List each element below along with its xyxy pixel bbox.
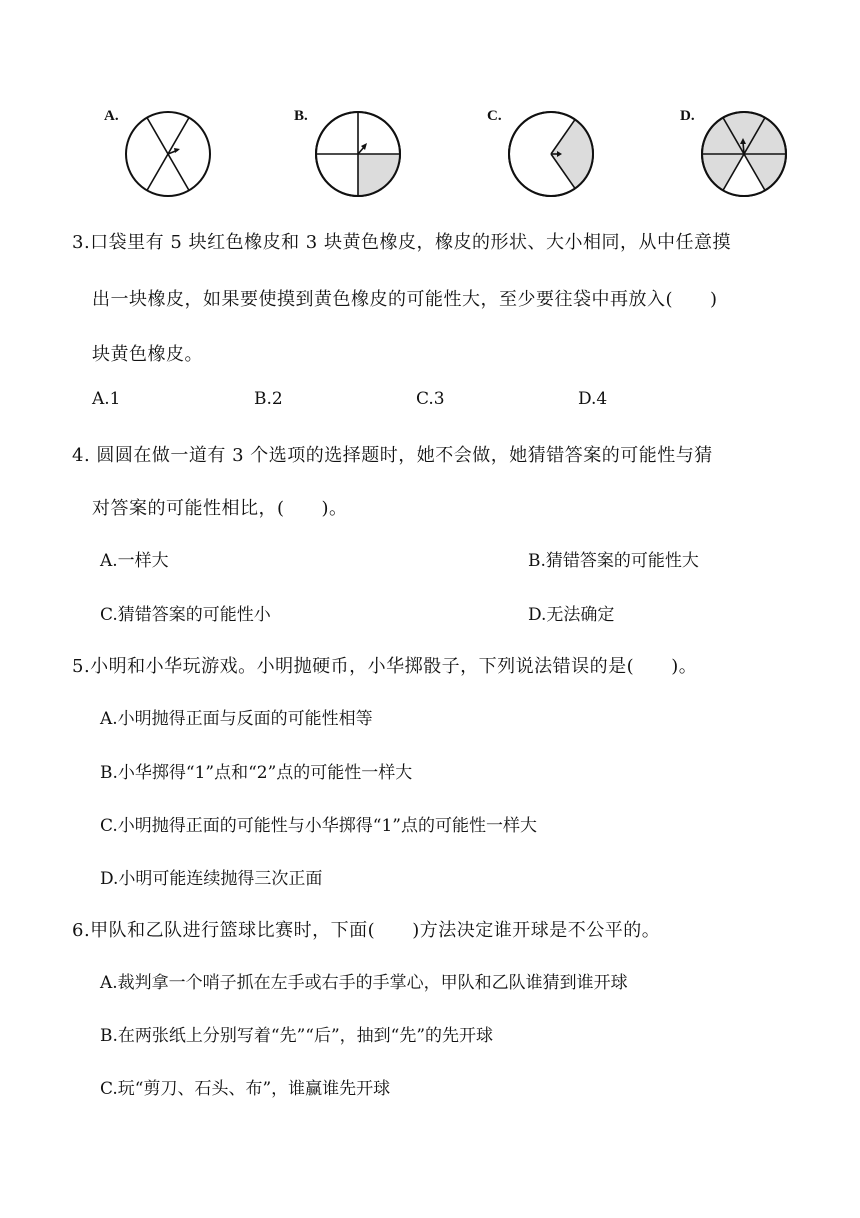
- spinner-d: [680, 108, 820, 200]
- spinner-a: [104, 108, 244, 200]
- q6-stem: 6.甲队和乙队进行篮球比赛时，下面( )方法决定谁开球是不公平的。: [72, 920, 661, 941]
- q4-option-a[interactable]: A.一样大: [100, 551, 169, 571]
- spinner-b: [294, 108, 434, 200]
- q3-option-a[interactable]: A.1: [92, 389, 121, 409]
- spinner-b-label: B.: [294, 108, 308, 124]
- spinner-c: [487, 108, 627, 200]
- spinner-c-label: C.: [487, 108, 502, 124]
- spinner-b-figure: [312, 108, 404, 200]
- q4-option-d[interactable]: D.无法确定: [528, 605, 615, 625]
- spinner-a-figure: [122, 108, 214, 200]
- q5-option-b[interactable]: B.小华掷得“1”点和“2”点的可能性一样大: [100, 763, 413, 783]
- q4-stem-line1: 4. 圆圆在做一道有 3 个选项的选择题时，她不会做，她猜错答案的可能性与猜: [72, 445, 713, 466]
- q6-option-b[interactable]: B.在两张纸上分别写着“先”“后”，抽到“先”的先开球: [100, 1026, 494, 1046]
- spinner-c-figure: [505, 108, 597, 200]
- q5-option-c[interactable]: C.小明抛得正面的可能性与小华掷得“1”点的可能性一样大: [100, 816, 538, 836]
- spinner-a-label: A.: [104, 108, 119, 124]
- q3-option-d[interactable]: D.4: [578, 389, 608, 409]
- q3-option-c[interactable]: C.3: [416, 389, 445, 409]
- q4-stem-line2: 对答案的可能性相比，( )。: [92, 498, 348, 519]
- q5-option-a[interactable]: A.小明抛得正面与反面的可能性相等: [100, 709, 373, 729]
- q5-stem: 5.小明和小华玩游戏。小明抛硬币，小华掷骰子，下列说法错误的是( )。: [72, 656, 698, 677]
- q4-option-c[interactable]: C.猜错答案的可能性小: [100, 605, 271, 625]
- q3-stem-line3: 块黄色橡皮。: [92, 344, 203, 365]
- q4-option-b[interactable]: B.猜错答案的可能性大: [528, 551, 699, 571]
- q3-option-b[interactable]: B.2: [254, 389, 283, 409]
- q3-stem-line2: 出一块橡皮，如果要使摸到黄色橡皮的可能性大，至少要往袋中再放入( ): [92, 289, 718, 310]
- spinner-d-figure: [698, 108, 790, 200]
- q6-option-a[interactable]: A.裁判拿一个哨子抓在左手或右手的手掌心，甲队和乙队谁猜到谁开球: [100, 973, 628, 993]
- q3-stem-line1: 3.口袋里有 5 块红色橡皮和 3 块黄色橡皮，橡皮的形状、大小相同，从中任意摸: [72, 232, 731, 253]
- q6-option-c[interactable]: C.玩“剪刀、石头、布”，谁赢谁先开球: [100, 1079, 391, 1099]
- q5-option-d[interactable]: D.小明可能连续抛得三次正面: [100, 869, 323, 889]
- spinner-d-label: D.: [680, 108, 695, 124]
